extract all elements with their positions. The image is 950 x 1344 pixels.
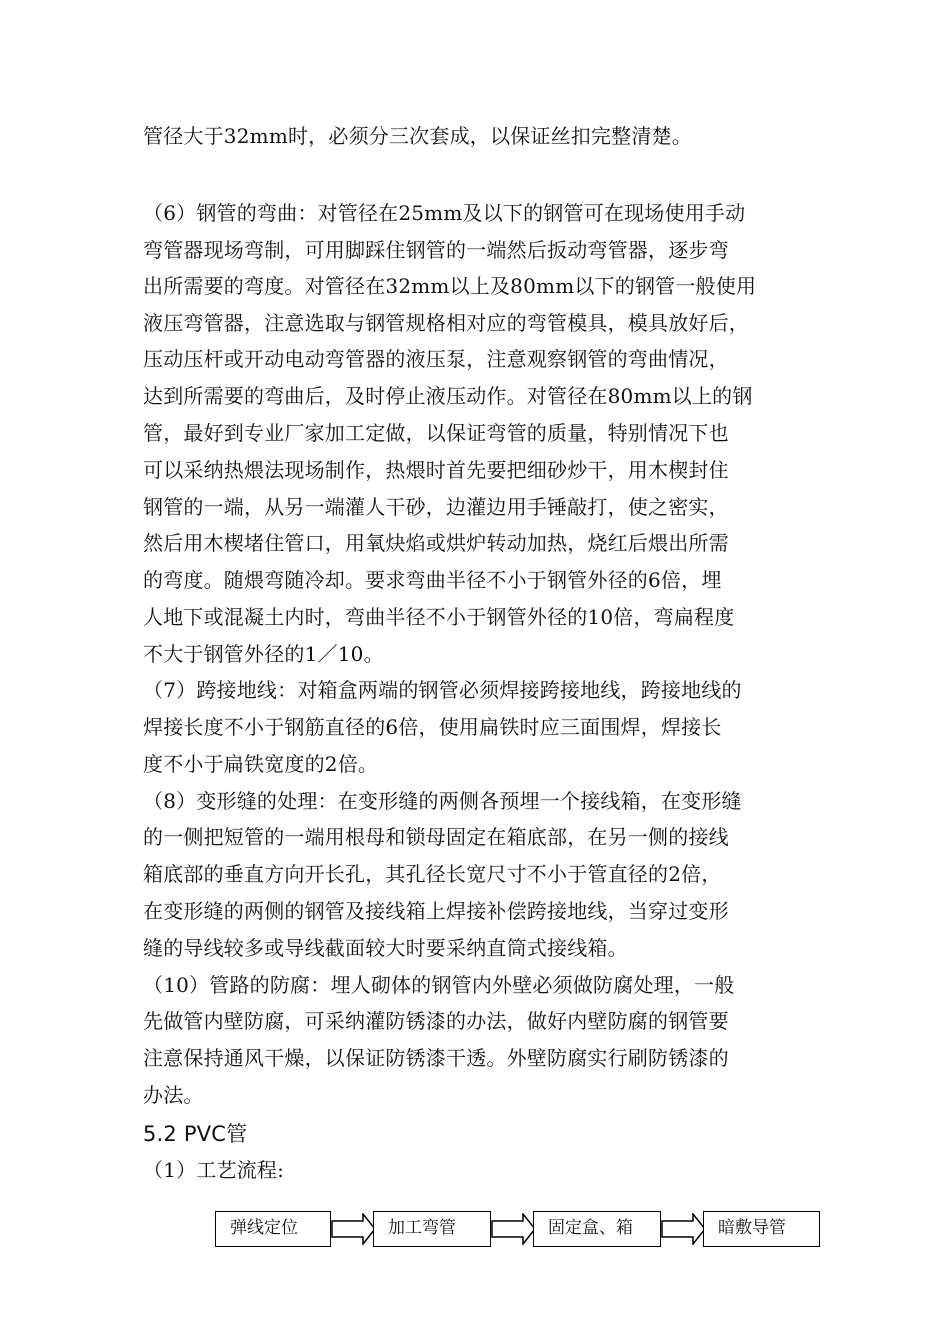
text-line: 不大于钢管外径的1／10。 xyxy=(143,642,384,666)
flow-arrow-icon xyxy=(491,1213,536,1245)
text-line: （7）跨接地线：对箱盒两端的钢管必须焊接跨接地线，跨接地线的 xyxy=(143,678,742,702)
text-line: （8）变形缝的处理：在变形缝的两侧各预埋一个接线箱，在变形缝 xyxy=(143,789,742,813)
text-line: 弯管器现场弯制，可用脚踩住钢管的一端然后扳动弯管器，逐步弯 xyxy=(143,238,729,262)
text-line: 可以采纳热煨法现场制作，热煨时首先要把细砂炒干，用木楔封住 xyxy=(143,458,729,482)
text-line: 焊接长度不小于钢筋直径的6倍，使用扁铁时应三面围焊，焊接长 xyxy=(143,715,722,739)
text-line: 缝的导线较多或导线截面较大时要采纳直筒式接线箱。 xyxy=(143,936,628,960)
text-line: 管，最好到专业厂家加工定做，以保证弯管的质量，特别情况下也 xyxy=(143,421,729,445)
text-line: 液压弯管器，注意选取与钢管规格相对应的弯管模具，模具放好后， xyxy=(143,311,749,335)
text-line: 达到所需要的弯曲后，及时停止液压动作。对管径在80mm以上的钢 xyxy=(143,384,753,408)
text-line: （6）钢管的弯曲：对管径在25mm及以下的钢管可在现场使用手动 xyxy=(143,201,746,225)
flow-step-3: 固定盒、箱 xyxy=(533,1211,661,1247)
flow-step-2: 加工弯管 xyxy=(373,1211,491,1247)
flow-step-4: 暗敷导管 xyxy=(703,1211,820,1247)
subheading: （1）工艺流程: xyxy=(143,1158,285,1182)
flow-arrow-icon xyxy=(331,1213,376,1245)
text-line: 办法。 xyxy=(143,1083,204,1107)
text-line: 的一侧把短管的一端用根母和锁母固定在箱底部，在另一侧的接线 xyxy=(143,825,729,849)
text-line: 注意保持通风干燥，以保证防锈漆干透。外壁防腐实行刷防锈漆的 xyxy=(143,1046,729,1070)
text-line: 出所需要的弯度。对管径在32mm以上及80mm以下的钢管一般使用 xyxy=(143,274,757,298)
section-heading: 5.2 PVC管 xyxy=(143,1122,248,1146)
text-line: 压动压杆或开动电动弯管器的液压泵，注意观察钢管的弯曲情况， xyxy=(143,347,729,371)
text-line: 度不小于扁铁宽度的2倍。 xyxy=(143,752,379,776)
text-line: 管径大于32mm时，必须分三次套成，以保证丝扣完整清楚。 xyxy=(143,124,692,148)
text-line: 然后用木楔堵住管口，用氧炔焰或烘炉转动加热，烧红后煨出所需 xyxy=(143,531,729,555)
text-line: 钢管的一端，从另一端灌人干砂，边灌边用手锤敲打，使之密实， xyxy=(143,495,729,519)
text-line: 的弯度。随煨弯随冷却。要求弯曲半径不小于钢管外径的6倍，埋 xyxy=(143,568,722,592)
flow-arrow-icon xyxy=(661,1213,706,1245)
text-line: 先做管内壁防腐，可采纳灌防锈漆的办法，做好内壁防腐的钢管要 xyxy=(143,1009,729,1033)
flow-step-1: 弹线定位 xyxy=(215,1211,331,1247)
text-line: 箱底部的垂直方向开长孔，其孔径长宽尺寸不小于管直径的2倍， xyxy=(143,862,722,886)
text-line: 人地下或混凝土内时，弯曲半径不小于钢管外径的10倍，弯扁程度 xyxy=(143,605,735,629)
text-line: （10）管路的防腐：埋人砌体的钢管内外壁必须做防腐处理，一般 xyxy=(143,973,735,997)
text-line: 在变形缝的两侧的钢管及接线箱上焊接补偿跨接地线，当穿过变形 xyxy=(143,899,729,923)
